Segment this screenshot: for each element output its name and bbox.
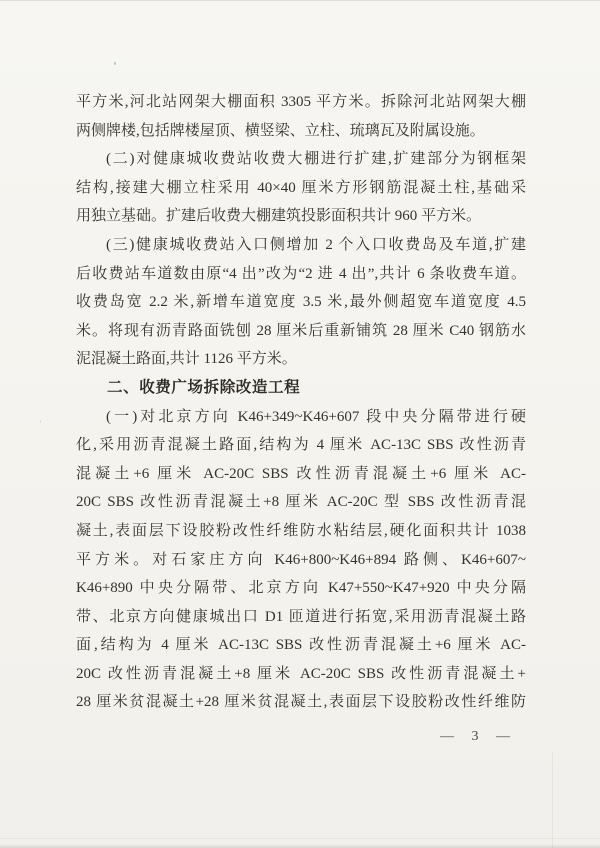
text-line: (三)健康城收费站入口侧增加 2 个入口收费岛及车道,扩建 [106,236,526,253]
text-line: (二)对健康城收费站收费大棚进行扩建,扩建部分为钢框架 [106,151,526,168]
text-line: 泥混凝土路面,共计 1126 平方米。 [76,351,297,368]
text-line: 20C SBS 改性沥青混凝土+8 厘米 AC-20C 型 SBS 改性沥青混 [76,494,526,511]
scan-fold-line-vertical [552,752,553,848]
text-line: 两侧牌楼,包括牌楼屋顶、横竖梁、立柱、琉璃瓦及附属设施。 [76,122,485,139]
text-line: 用独立基础。扩建后收费大棚建筑投影面积共计 960 平方米。 [76,208,482,225]
scan-edge-shadow [0,844,600,848]
scan-fold-line-horizontal [0,838,600,839]
text-line: (一)对北京方向 K46+349~K46+607 段中央分隔带进行硬 [106,408,526,425]
text-line: 混凝土+6 厘米 AC-20C SBS 改性沥青混凝土+6 厘米 AC- [76,465,526,482]
text-line: 20C 改性沥青混凝土+8 厘米 AC-20C SBS 改性沥青混凝土+ [76,665,526,682]
text-line: 化,采用沥青混凝土路面,结构为 4 厘米 AC-13C SBS 改性沥青 [76,437,526,454]
document-body [76,88,526,717]
text-line: 平方米。对石家庄方向 K46+800~K46+894 路侧、K46+607~ [76,551,526,568]
text-line: 后收费站车道数由原“4 出”改为“2 进 4 出”,共计 6 条收费车道。 [76,265,526,282]
section-heading: 二、收费广场拆除改造工程 [107,378,301,396]
text-line: K46+890 中央分隔带、北京方向 K47+550~K47+920 中央分隔 [76,580,526,597]
scan-speck [95,207,97,209]
text-line: 平方米,河北站网架大棚面积 3305 平方米。拆除河北站网架大棚 [76,94,526,110]
text-line: 米。将现有沥青路面铣刨 28 厘米后重新铺筑 28 厘米 C40 钢筋水 [76,322,526,339]
scan-speck [40,420,41,423]
page-number: — 3 — [440,729,512,744]
scan-speck [114,62,116,65]
text-line: 带、北京方向健康城出口 D1 匝道进行拓宽,采用沥青混凝土路 [76,608,526,625]
text-line: 凝土,表面层下设胶粉改性纤维防水粘结层,硬化面积共计 1038 [76,522,526,539]
text-line: 结构,接建大棚立柱采用 40×40 厘米方形钢筋混凝土柱,基础采 [76,179,526,196]
text-line: 28 厘米贫混凝土+28 厘米贫混凝土,表面层下设胶粉改性纤维防 [76,694,526,711]
text-line: 面,结构为 4 厘米 AC-13C SBS 改性沥青混凝土+6 厘米 AC- [76,637,526,654]
text-line: 收费岛宽 2.2 米,新增车道宽度 3.5 米,最外侧超宽车道宽度 4.5 [76,294,526,311]
